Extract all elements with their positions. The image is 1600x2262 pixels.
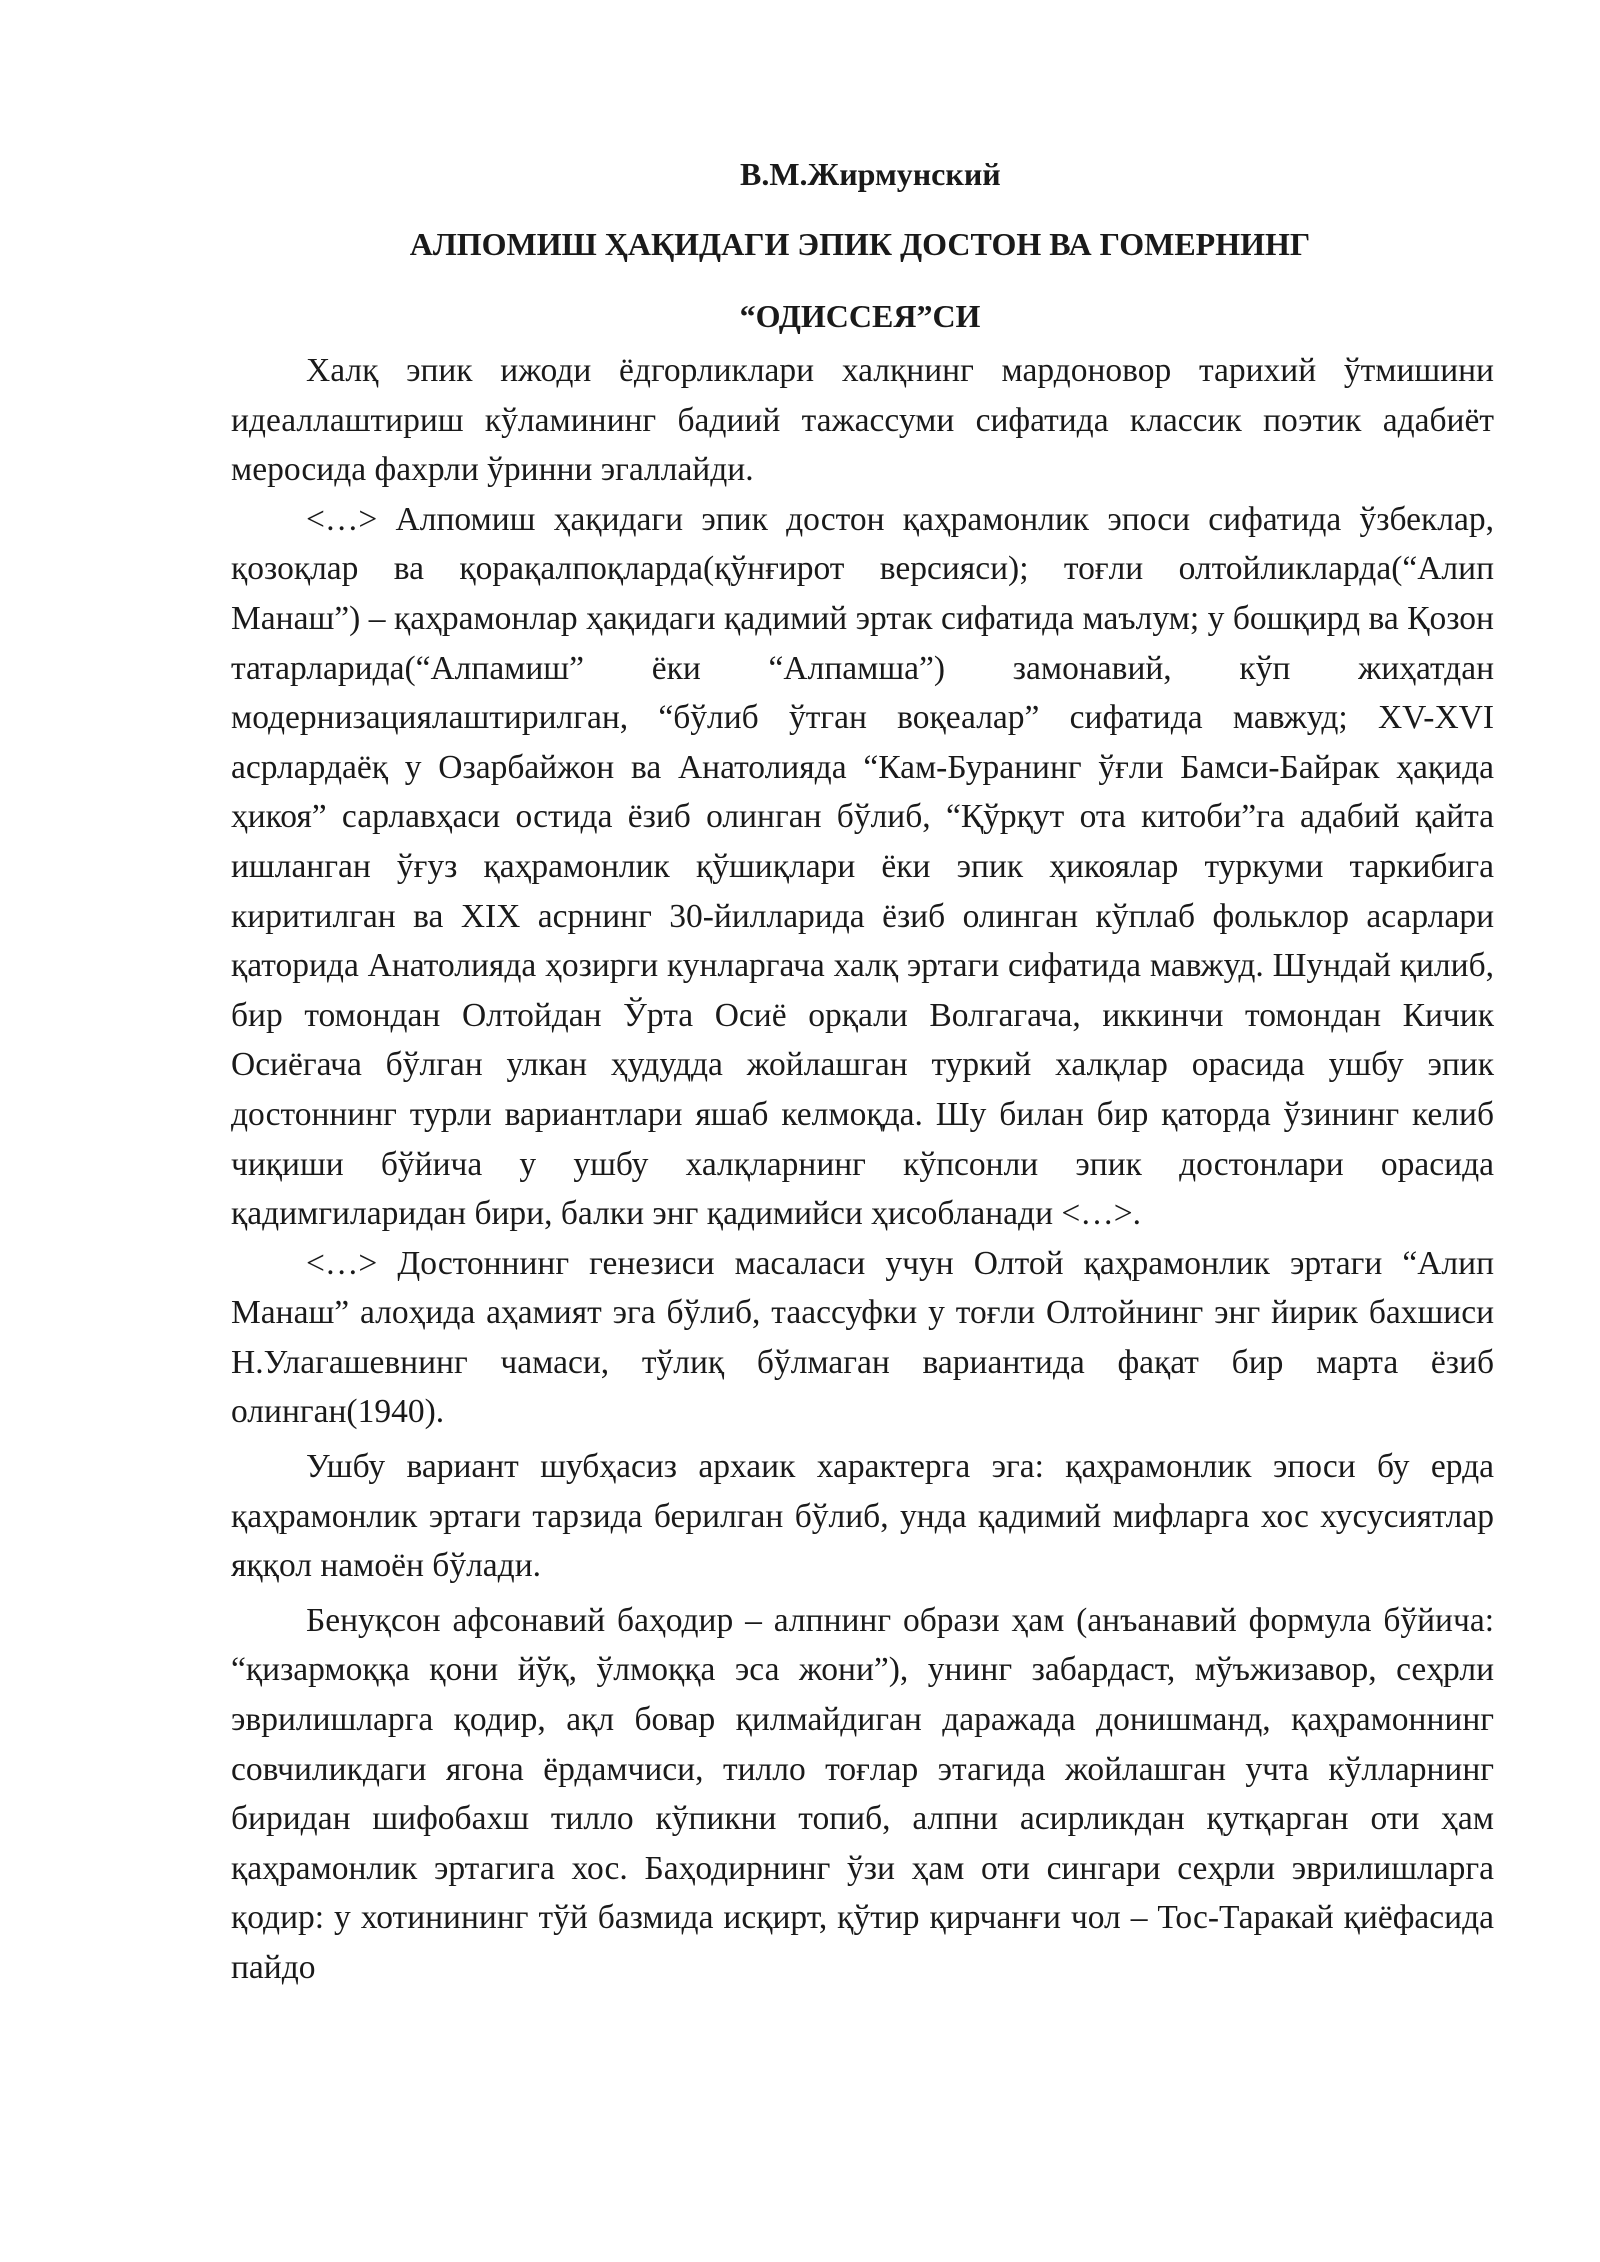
document-body: [231, 346, 1494, 1993]
title-line-1: АЛПОМИШ ҲАҚИДАГИ ЭПИК ДОСТОН ВА ГОМЕРНИНГ: [409, 226, 1311, 262]
title-line-2: “ОДИССЕЯ”СИ: [739, 298, 981, 334]
paragraph-2: <…> Алпомиш ҳақидаги эпик достон қаҳрамонлик эпоси сифатида ўзбеклар, қозоқлар ва қорақалпоқларда(қўнғирот версияси); тоғли олтойликларда(“Алип Манаш”) – қаҳрамонлар ҳақидаги қадимий эртак сифатида маълум; у бошқирд ва Қозон татарларида(“Алпамиш” ёки “Алпамша”) замонавий, кўп жиҳатдан модернизациялаштирилган, “бўлиб ўтган воқеалар” сифатида мавжуд; XV-XVI асрлардаёқ у Озарбайжон ва Анатолияда “Кам-Буранинг ўғли Бамси-Байрак ҳақида ҳикоя” сарлавҳаси остида ёзиб олинган бўлиб, “Қўрқут ота китоби”га адабий қайта ишланган ўғуз қаҳрамонлик қўшиқлари ёки эпик ҳикоялар туркуми таркибига киритилган ва XIX асрнинг 30-йилларида ёзиб олинган кўплаб фольклор асарлари қаторида Анатолияда ҳозирги кунларгача халқ эртаги сифатида мавжуд. Шундай қилиб, бир томондан Олтойдан Ўрта Осиё орқали Волгагача, иккинчи томондан Кичик Осиёгача бўлган улкан ҳудудда жойлашган туркий халқлар орасида ушбу эпик достоннинг турли вариантлари яшаб келмоқда. Шу билан бир қаторда ўзининг келиб чиқиши бўйича у ушбу халқларнинг кўпсонли эпик достонлари орасида қадимгиларидан бири, балки энг қадимийси ҳисобланади <…>.: [231, 500, 1494, 1233]
paragraph-3: <…> Достоннинг генезиси масаласи учун Олтой қаҳрамонлик эртаги “Алип Манаш” алоҳида аҳамият эга бўлиб, таассуфки у тоғли Олтойнинг энг йирик бахшиси Н.Улагашевнинг чамаси, тўлиқ бўлмаган вариантида фақат бир марта ёзиб олинган(1940).: [231, 1244, 1494, 1431]
author-name: В.М.Жирмунский: [740, 156, 1001, 192]
paragraph-5: Бенуқсон афсонавий баҳодир – алпнинг образи ҳам (анъанавий формула бўйича: “қизармоққа қони йўқ, ўлмоққа эса жони”), унинг забардаст, мўъжизавор, сеҳрли эврилишларга қодир, ақл бовар қилмайдиган даражада донишманд, қаҳрамоннинг совчиликдаги ягона ёрдамчиси, тилло тоғлар этагида жойлашган учта кўлларнинг биридан шифобахш тилло кўпикни топиб, алпни асирликдан қутқарган оти ҳам қаҳрамонлик эртагига хос. Баҳодирнинг ўзи ҳам оти сингари сеҳрли эврилишларга қодир: у хотинининг тўй базмида исқирт, қўтир қирчанғи чол – Тос-Таракай қиёфасида пайдо: [231, 1601, 1494, 1986]
paragraph-4: Ушбу вариант шубҳасиз архаик характерга эга: қаҳрамонлик эпоси бу ерда қаҳрамонлик эртаги тарзида берилган бўлиб, унда қадимий мифларга хос хусусиятлар яққол намоён бўлади.: [231, 1448, 1494, 1585]
paragraph-1: Халқ эпик ижоди ёдгорликлари халқнинг мардоновор тарихий ўтмишини идеаллаштириш кўламининг бадиий тажассуми сифатида классик поэтик адабиёт меросида фахрли ўринни эгаллайди.: [231, 352, 1494, 489]
document-title: [230, 208, 1490, 352]
